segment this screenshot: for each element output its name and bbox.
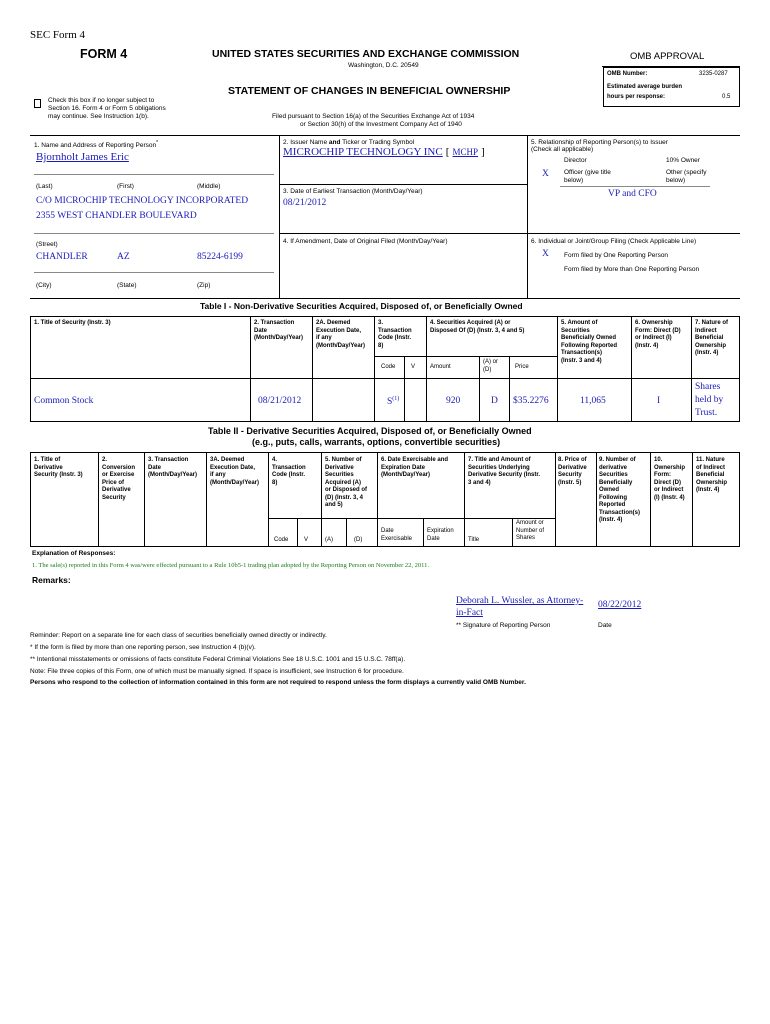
- box2-label: 2. Issuer Name and Ticker or Trading Symbol: [283, 139, 415, 146]
- t1-code-header: Code: [381, 364, 396, 370]
- t2-title-header: Title: [468, 537, 480, 543]
- more-persons-label: Form filed by More than One Reporting Person: [564, 266, 700, 273]
- explanation-label: Explanation of Responses:: [32, 550, 116, 557]
- t2-amount-header: Amount or Number of Shares: [516, 520, 545, 541]
- t1-col-7: [691, 316, 692, 422]
- signature-date: 08/22/2012: [598, 600, 642, 610]
- first-label: (First): [117, 183, 134, 190]
- t1-amount-header: Amount: [430, 364, 451, 370]
- t1-col-ad-price: [509, 356, 510, 422]
- t2-exp-header: Expiration Date: [427, 528, 454, 542]
- t2-h9: 9. Number of derivative Securities Beneficially Owned Following Reported Transaction(s) (Instr. 4): [599, 457, 641, 523]
- box3-label: 3. Date of Earliest Transaction (Month/Day/Year): [283, 188, 423, 195]
- zip-label: (Zip): [197, 282, 211, 289]
- t2-h10: 10. Ownership Form: Direct (D) or Indirect (I) (Instr. 4): [654, 457, 686, 501]
- t2-h5: 5. Number of Derivative Securities Acquired (A) or Disposed of (D) (Instr. 3, 4 and 5): [325, 457, 368, 508]
- t1-col-4: [426, 316, 427, 422]
- commission-title: UNITED STATES SECURITIES AND EXCHANGE COMMISSION: [212, 48, 520, 60]
- issuer-line: [283, 146, 485, 158]
- t1-header-rule: [30, 378, 740, 379]
- officer-label-1: Officer (give title: [564, 169, 611, 176]
- t2-a-header: (A): [325, 537, 333, 543]
- table1-title: Table I - Non-Derivative Securities Acquired, Disposed of, or Beneficially Owned: [200, 301, 523, 311]
- t2-date-ex-header: Date Exercisable: [381, 528, 413, 542]
- t2-col-ex-exp: [423, 518, 424, 547]
- explanation-text: 1. The sale(s) reported in this Form 4 was/were effected pursuant to a Rule 10b5-1 trading plan adopted by the Reporting Person on November 22, 2011.: [32, 562, 430, 569]
- officer-label-2: below): [564, 177, 584, 184]
- t2-d-header: (D): [354, 537, 363, 543]
- reporting-person-name: Bjornholt James Eric: [36, 151, 129, 163]
- t2-col-1: [98, 452, 99, 547]
- box5-label-1: 5. Relationship of Reporting Person(s) to Issuer: [531, 139, 668, 146]
- t1-h3: 3. Transaction Code (Instr. 8): [378, 320, 412, 349]
- footer-line-2: * If the form is filed by more than one reporting person, see Instruction 4 (b)(v).: [30, 644, 256, 651]
- t2-col-10: [650, 452, 651, 547]
- footer-line-1: Reminder: Report on a separate line for each class of securities beneficially owned directly or indirectly.: [30, 632, 327, 639]
- checkbox-text-2: Section 16. Form 4 or Form 5 obligations: [48, 105, 166, 112]
- earliest-transaction-date: 08/21/2012: [283, 198, 327, 208]
- t2-h7: 7. Title and Amount of Securities Underlying Derivative Security (Instr. 3 and 4): [468, 457, 541, 486]
- t2-col-9: [596, 452, 597, 547]
- omb-approval-title: OMB APPROVAL: [630, 51, 705, 62]
- ticker-symbol: MCHP: [452, 147, 479, 157]
- boxes-top-rule: [30, 135, 740, 136]
- omb-hours-value: 0.5: [722, 94, 731, 100]
- box3-bottom-rule: [279, 233, 740, 234]
- t1-form: I: [657, 396, 661, 406]
- city-label: (City): [36, 282, 52, 289]
- officer-check-x: X: [542, 169, 549, 179]
- checkbox-text-3: may continue. See Instruction 1(b).: [48, 113, 149, 120]
- omb-number-value: 3235-0287: [699, 71, 728, 77]
- t1-col-3: [374, 316, 375, 422]
- one-person-check-x: X: [542, 249, 549, 259]
- no-longer-subject-checkbox[interactable]: [34, 99, 41, 108]
- t1-code: $S^{(1)}$: [387, 396, 400, 408]
- omb-hours-label: hours per response:: [607, 94, 666, 100]
- signature-name: Deborah L. Wussler, as Attorney- in-Fact: [456, 596, 584, 618]
- t1-col-5: [557, 316, 558, 422]
- last-label: (Last): [36, 183, 53, 190]
- t2-h3: 3. Transaction Date (Month/Day/Year): [148, 457, 198, 478]
- t1-price-header: Price: [515, 364, 529, 370]
- t1-col-2: [312, 316, 313, 422]
- other-label-1: Other (specify: [666, 169, 707, 176]
- t2-code-header: Code: [274, 537, 289, 543]
- box5-label-2: (Check all applicable): [531, 146, 594, 153]
- statement-title: STATEMENT OF CHANGES IN BENEFICIAL OWNERSHIP: [228, 85, 511, 97]
- ticker-bracket-right: ]: [481, 146, 485, 158]
- t2-col-6: [377, 452, 378, 547]
- table2-title-1: Table II - Derivative Securities Acquired, Disposed of, or Beneficially Owned: [208, 426, 532, 436]
- boxes-divider-1: [279, 135, 280, 298]
- filed-pursuant-1: Filed pursuant to Section 16(a) of the Securities Exchange Act of 1934: [272, 113, 475, 120]
- t2-col-2: [144, 452, 145, 547]
- street-label: (Street): [36, 241, 58, 248]
- table2-title-2: (e.g., puts, calls, warrants, options, convertible securities): [252, 437, 501, 447]
- t2-h11: 11. Nature of Indirect Beneficial Ownership (Instr. 4): [696, 457, 728, 493]
- remarks-label: Remarks:: [32, 575, 71, 585]
- t2-col-7: [464, 452, 465, 547]
- one-person-label: Form filed by One Reporting Person: [564, 252, 669, 259]
- t2-col-code-v: [297, 518, 298, 547]
- footer-line-4: Note: File three copies of this Form, one of which must be manually signed. If space is insufficient, see Instruction 6 for procedure.: [30, 668, 404, 675]
- box4-label: 4. If Amendment, Date of Original Filed (Month/Day/Year): [283, 238, 448, 245]
- t1-aord: D: [491, 396, 498, 406]
- sec-form-label: SEC Form 4: [30, 29, 86, 41]
- t1-h6: 6. Ownership Form: Direct (D) or Indirect (I) (Instr. 4): [635, 320, 681, 349]
- city-value: CHANDLER: [36, 252, 88, 262]
- middle-label: (Middle): [197, 183, 221, 190]
- address-street: 2355 WEST CHANDLER BOULEVARD: [36, 211, 197, 221]
- t1-col-amt-ad: [479, 356, 480, 422]
- state-value: AZ: [117, 252, 130, 262]
- t1-aord-header: (A) or (D): [483, 359, 498, 373]
- t2-v-header: V: [304, 537, 309, 543]
- t2-col-a-d: [346, 518, 347, 547]
- box1-label: 1. Name and Address of Reporting Person*: [34, 140, 159, 150]
- t2-h4: 4. Transaction Code (Instr. 8): [272, 457, 306, 486]
- name-underline: [34, 174, 274, 175]
- t1-security: Common Stock: [34, 396, 94, 406]
- t1-h1: 1. Title of Security (Instr. 3): [34, 320, 111, 326]
- location-text: Washington, D.C. 20549: [348, 62, 419, 69]
- date-label: Date: [598, 622, 612, 629]
- signature-label: ** Signature of Reporting Person: [456, 622, 551, 629]
- t2-h8: 8. Price of Derivative Security (Instr. 5): [558, 457, 587, 486]
- address-company: C/O MICROCHIP TECHNOLOGY INCORPORATED: [36, 196, 249, 206]
- director-label: Director: [564, 157, 587, 164]
- t1-h2a: 2A. Deemed Execution Date, if any (Month/Day/Year): [316, 320, 366, 349]
- t2-h3a: 3A. Deemed Execution Date, if any (Month/Day/Year): [210, 457, 260, 486]
- omb-burden-label: Estimated average burden: [607, 84, 683, 90]
- checkbox-text-1: Check this box if no longer subject to: [48, 97, 155, 104]
- t1-col-6: [631, 316, 632, 422]
- t1-amount: 920: [446, 396, 461, 406]
- omb-number-label: OMB Number:: [607, 71, 648, 77]
- t2-h2: 2. Conversion or Exercise Price of Derivative Security: [102, 457, 136, 501]
- other-label-2: below): [666, 177, 686, 184]
- t2-h1: 1. Title of Derivative Security (Instr. 3): [34, 457, 83, 478]
- zip-value: 85224-6199: [197, 252, 243, 262]
- officer-title: VP and CFO: [608, 189, 657, 199]
- t1-v-header: V: [411, 364, 416, 370]
- officer-title-rule: [560, 186, 710, 187]
- t2-col-5: [321, 452, 322, 547]
- t2-col-8: [555, 452, 556, 547]
- issuer-name: MICROCHIP TECHNOLOGY INC: [283, 146, 443, 158]
- state-label: (State): [117, 282, 137, 289]
- ticker-bracket-left: [: [445, 146, 450, 158]
- t1-col-code-v: [404, 356, 405, 422]
- t1-price: $35.2276: [513, 396, 549, 406]
- boxes-divider-2: [527, 135, 528, 298]
- t1-sub-rule: [374, 356, 557, 357]
- t1-h7: 7. Nature of Indirect Beneficial Ownership (Instr. 4): [695, 320, 729, 356]
- filed-pursuant-2: or Section 30(h) of the Investment Company Act of 1940: [300, 121, 462, 128]
- t2-col-11: [692, 452, 693, 547]
- t1-owned: 11,065: [580, 396, 606, 406]
- t1-h5: 5. Amount of Securities Beneficially Owned Following Reported Transaction(s) (Instr. 3 and 4): [561, 320, 617, 364]
- form-title: FORM 4: [80, 47, 128, 61]
- box2-bottom-rule: [279, 184, 527, 185]
- t2-col-3: [206, 452, 207, 547]
- city-underline: [34, 272, 274, 273]
- t1-h2: 2. Transaction Date (Month/Day/Year): [254, 320, 304, 341]
- t1-nature: Shares held by Trust.: [695, 382, 724, 418]
- footer-omb-notice: Persons who respond to the collection of information contained in this form are not required to respond unless the form displays a currently valid OMB Number.: [30, 679, 526, 686]
- table1-top-rule: [30, 298, 740, 299]
- ten-pct-owner-label: 10% Owner: [666, 157, 700, 164]
- t2-col-title-amt: [512, 518, 513, 547]
- box6-label: 6. Individual or Joint/Group Filing (Check Applicable Line): [531, 238, 697, 245]
- t2-h6: 6. Date Exercisable and Expiration Date (Month/Day/Year): [381, 457, 449, 478]
- footer-line-3: ** Intentional misstatements or omissions of facts constitute Federal Criminal Violations See 18 U.S.C. 1001 and 15 U.S.C. 78ff(a).: [30, 656, 406, 663]
- street-underline: [34, 233, 274, 234]
- t1-h4: 4. Securities Acquired (A) or Disposed Of (D) (Instr. 3, 4 and 5): [430, 320, 525, 334]
- t1-date: 08/21/2012: [258, 396, 302, 406]
- t2-col-4: [268, 452, 269, 547]
- t1-col-1: [250, 316, 251, 422]
